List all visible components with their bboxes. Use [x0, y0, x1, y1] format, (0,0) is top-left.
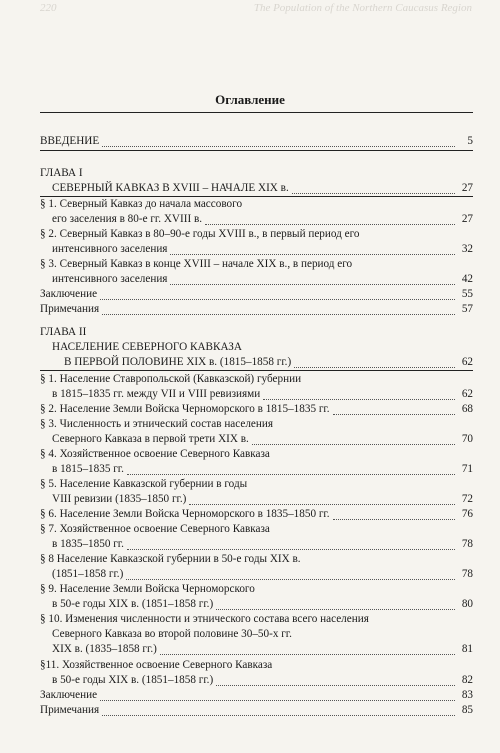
dot-leader: [127, 549, 455, 550]
toc-page-number: 85: [461, 704, 473, 716]
toc-entry-continuation: в 1815–1835 гг.: [52, 463, 124, 475]
toc-page-number: 80: [461, 598, 473, 610]
toc-page-number: 32: [461, 243, 473, 255]
dot-leader: [189, 504, 455, 505]
toc-entry-label: § 1. Северный Кавказ до начала массового: [40, 198, 243, 210]
toc-entry-label: НАСЕЛЕНИЕ СЕВЕРНОГО КАВКАЗА: [52, 341, 242, 353]
toc-entry-label: ВВЕДЕНИЕ: [40, 135, 100, 147]
toc-page-number: 5: [467, 135, 473, 147]
dot-leader: [252, 444, 455, 445]
dot-leader: [205, 224, 455, 225]
toc-page-number: 70: [461, 433, 473, 445]
toc-entry-label: § 2. Население Земли Войска Черноморского в 1815–1835 гг.: [40, 403, 330, 415]
top-rule: [40, 112, 473, 113]
dot-leader: [102, 715, 455, 716]
toc-entry-label: Примечания: [40, 303, 100, 315]
toc-entry-continuation: Северного Кавказа во второй половине 30–50-х гг.: [52, 628, 292, 640]
toc-title: Оглавление: [215, 92, 285, 107]
toc-entry-continuation: в 1835–1850 гг.: [52, 538, 124, 550]
toc-page-number: 83: [461, 689, 473, 701]
toc-entry-label: ГЛАВА II: [40, 326, 87, 338]
toc-entry-label: § 8 Население Кавказской губернии в 50-е годы XIX в.: [40, 553, 301, 565]
ch2-rule: [40, 370, 473, 371]
toc-entry-s2-6[interactable]: [40, 508, 473, 523]
toc-entry-label: § 3. Северный Кавказ в конце XVIII – начале XIX в., в период его: [40, 258, 353, 270]
toc-entry-label: Примечания: [40, 704, 100, 716]
toc-entry-label: ГЛАВА I: [40, 167, 83, 179]
ghost-running-title: The Population of the Northern Caucasus Region: [253, 2, 472, 14]
toc-entry-s2-2[interactable]: [40, 403, 473, 418]
toc-entry-s2-1[interactable]: [40, 373, 473, 403]
toc-entry-label: § 3. Численность и этнический состав населения: [40, 418, 274, 430]
toc-entry-c2[interactable]: [40, 689, 473, 704]
toc-entry-s2-7[interactable]: [40, 523, 473, 553]
toc-page-number: 42: [461, 273, 473, 285]
toc-entry-continuation: (1851–1858 гг.): [52, 568, 124, 580]
bleed-through-header: [40, 2, 472, 14]
toc-entry-s2-11[interactable]: [40, 659, 473, 689]
dot-leader: [127, 474, 455, 475]
toc-entry-label: Заключение: [40, 288, 98, 300]
dot-leader: [294, 367, 455, 368]
toc-entry-continuation: XIX в. (1835–1858 гг.): [52, 643, 157, 655]
dot-leader: [333, 519, 455, 520]
toc-entry-n1[interactable]: [40, 303, 473, 318]
toc-entry-ch2[interactable]: [40, 326, 473, 341]
dot-leader: [216, 609, 455, 610]
toc-entry-continuation: в 1815–1835 гг. между VII и VIII ревизиями: [52, 388, 261, 400]
toc-entry-label: §11. Хозяйственное освоение Северного Кавказа: [40, 659, 273, 671]
toc-entry-ch2-title[interactable]: [40, 341, 473, 371]
dot-leader: [102, 314, 455, 315]
intro-rule: [40, 150, 473, 151]
toc-page-number: 82: [461, 674, 473, 686]
toc-entry-ch1[interactable]: [40, 167, 473, 182]
toc-entry-s1-3[interactable]: [40, 258, 473, 288]
toc-entry-continuation: в 50-е годы XIX в. (1851–1858 гг.): [52, 598, 214, 610]
toc-page-number: 62: [461, 356, 473, 368]
dot-leader: [292, 193, 455, 194]
toc-entry-continuation: его заселения в 80-е гг. XVIII в.: [52, 213, 203, 225]
toc-entry-c1[interactable]: [40, 288, 473, 303]
toc-page-number: 62: [461, 388, 473, 400]
toc-entry-label: § 5. Население Кавказской губернии в годы: [40, 478, 248, 490]
toc-entry-s2-5[interactable]: [40, 478, 473, 508]
toc-entry-ch1-title[interactable]: [40, 182, 473, 197]
dot-leader: [160, 654, 455, 655]
toc-entry-continuation: интенсивного заселения: [52, 273, 168, 285]
toc-entry-continuation: Северного Кавказа в первой трети XIX в.: [52, 433, 249, 445]
toc-entry-s2-8[interactable]: [40, 553, 473, 583]
dot-leader: [102, 146, 455, 147]
toc-entry-label: СЕВЕРНЫЙ КАВКАЗ В XVIII – НАЧАЛЕ XIX в.: [52, 182, 289, 194]
toc-entry-s1-2[interactable]: [40, 228, 473, 258]
toc-page-number: 72: [461, 493, 473, 505]
toc-entry-continuation: в 50-е годы XIX в. (1851–1858 гг.): [52, 674, 214, 686]
toc-page-number: 57: [461, 303, 473, 315]
toc-entry-label: § 7. Хозяйственное освоение Северного Кавказа: [40, 523, 270, 535]
dot-leader: [170, 254, 455, 255]
toc-entry-intro[interactable]: [40, 135, 473, 150]
toc-page-number: 27: [461, 182, 473, 194]
toc-entry-n2[interactable]: [40, 704, 473, 719]
toc-entry-label: § 1. Население Ставропольской (Кавказской) губернии: [40, 373, 302, 385]
toc-entry-s1-1[interactable]: [40, 198, 473, 228]
toc-page-number: 27: [461, 213, 473, 225]
toc-entry-label: § 9. Население Земли Войска Черноморского: [40, 583, 255, 595]
ghost-page-number: 220: [40, 2, 57, 14]
dot-leader: [126, 579, 455, 580]
toc-entry-continuation: VIII ревизии (1835–1850 гг.): [52, 493, 187, 505]
toc-page-number: 55: [461, 288, 473, 300]
dot-leader: [263, 399, 455, 400]
ch1-rule: [40, 196, 473, 197]
toc-entry-label: § 2. Северный Кавказ в 80–90-е годы XVIII в., в первый период его: [40, 228, 360, 240]
toc-entry-s2-3[interactable]: [40, 418, 473, 448]
toc-page-number: 81: [461, 643, 473, 655]
toc-entry-continuation: интенсивного заселения: [52, 243, 168, 255]
dot-leader: [100, 700, 455, 701]
dot-leader: [216, 685, 455, 686]
toc-entry-label: § 4. Хозяйственное освоение Северного Кавказа: [40, 448, 270, 460]
toc-entry-s2-4[interactable]: [40, 448, 473, 478]
toc-entry-label: § 6. Население Земли Войска Черноморского в 1835–1850 гг.: [40, 508, 330, 520]
toc-page-number: 78: [461, 538, 473, 550]
toc-entry-s2-9[interactable]: [40, 583, 473, 613]
toc-entry-s2-10[interactable]: [40, 613, 473, 658]
toc-entry-label: § 10. Изменения численности и этнического состава всего населения: [40, 613, 369, 625]
toc-page-number: 78: [461, 568, 473, 580]
toc-entry-label: Заключение: [40, 689, 98, 701]
dot-leader: [170, 284, 455, 285]
toc-page-number: 68: [461, 403, 473, 415]
toc-page-number: 71: [461, 463, 473, 475]
toc-entry-continuation: В ПЕРВОЙ ПОЛОВИНЕ XIX в. (1815–1858 гг.): [64, 356, 292, 368]
toc-page-number: 76: [461, 508, 473, 520]
dot-leader: [100, 299, 455, 300]
dot-leader: [333, 414, 455, 415]
